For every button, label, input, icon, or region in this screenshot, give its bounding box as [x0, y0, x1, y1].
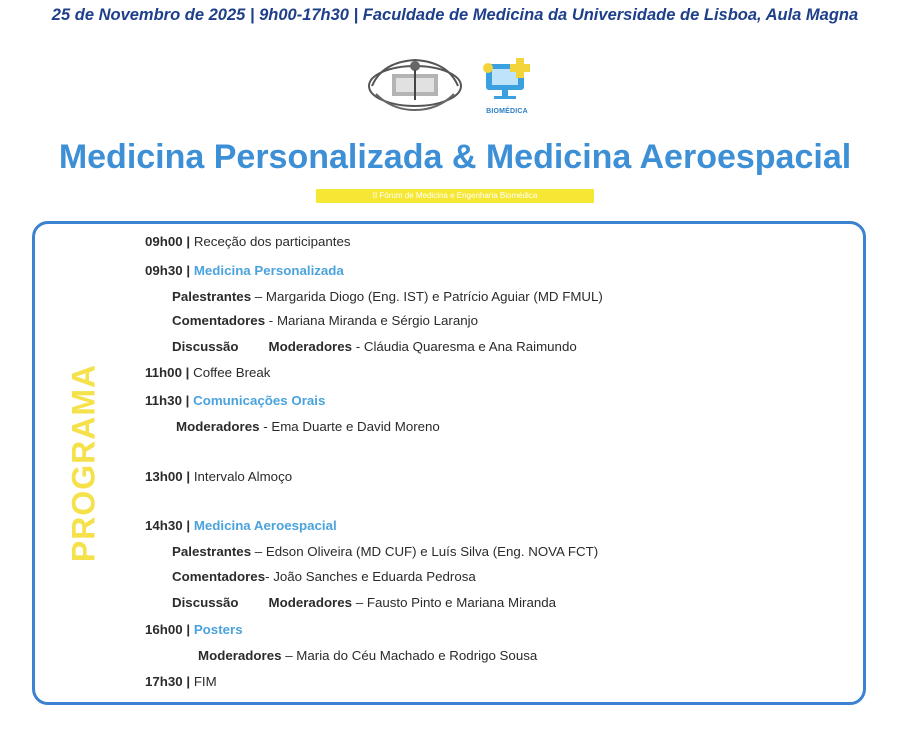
schedule-time: 11h30 [145, 393, 182, 408]
detail-text: Edson Oliveira (MD CUF) e Luís Silva (Eng. NOVA FCT) [265, 544, 599, 559]
schedule-time: 13h00 [145, 469, 183, 484]
role-label: Moderadores [268, 595, 353, 610]
schedule-item: 11h30 | Comunicações Orais [145, 393, 326, 408]
logos-row [0, 52, 910, 122]
schedule-detail: Comentadores - Mariana Miranda e Sérgio Laranjo [172, 313, 478, 328]
role-label: Moderadores [176, 419, 260, 434]
role-label: Palestrantes [172, 544, 252, 559]
schedule-item: 16h00 | Posters [145, 622, 243, 637]
session-title: Comunicações Orais [193, 393, 326, 408]
role-label: Moderadores [268, 339, 353, 354]
detail-text: Fausto Pinto e Mariana Miranda [366, 595, 557, 610]
schedule-text: Coffee Break [193, 365, 271, 380]
role-label: Comentadores [172, 313, 266, 328]
role-label: Discussão [172, 339, 239, 354]
program-label-text: PROGRAMA [65, 363, 102, 562]
schedule-time: 09h30 [145, 263, 183, 278]
detail-text: João Sanches e Eduarda Pedrosa [273, 569, 476, 584]
schedule-detail: Moderadores - Ema Duarte e David Moreno [176, 419, 440, 434]
page-title: Medicina Personalizada & Medicina Aeroespacial [58, 138, 852, 176]
role-label: Palestrantes [172, 289, 252, 304]
schedule-detail: Palestrantes – Margarida Diogo (Eng. IST) e Patrício Aguiar (MD FMUL) [172, 289, 603, 304]
biomedica-label: BIOMÉDICA [486, 108, 528, 115]
schedule-item: 09h00 | Receção dos participantes [145, 234, 351, 249]
schedule-item: 14h30 | Medicina Aeroespacial [145, 518, 337, 533]
schedule-time: 11h00 [145, 365, 182, 380]
role-label: Discussão [172, 595, 239, 610]
schedule-detail: Comentadores- João Sanches e Eduarda Pedrosa [172, 569, 476, 584]
schedule-item: 17h30 | FIM [145, 674, 217, 689]
schedule-detail: Discussão Moderadores – Fausto Pinto e Mariana Miranda [172, 595, 557, 610]
session-title: Posters [193, 622, 243, 637]
schedule-item: 13h00 | Intervalo Almoço [145, 469, 293, 484]
role-label: Moderadores [198, 648, 282, 663]
schedule-time: 17h30 [145, 674, 183, 689]
faculty-emblem-logo [362, 56, 468, 112]
detail-text: Mariana Miranda e Sérgio Laranjo [276, 313, 478, 328]
event-subtitle: II Fórum de Medicina e Engenharia Biomédica [316, 189, 594, 203]
schedule-time: 14h30 [145, 518, 183, 533]
schedule-text: Receção dos participantes [193, 234, 351, 249]
detail-text: Ema Duarte e David Moreno [271, 419, 440, 434]
detail-text: Margarida Diogo (Eng. IST) e Patrício Aguiar (MD FMUL) [265, 289, 603, 304]
schedule-detail: Palestrantes – Edson Oliveira (MD CUF) e Luís Silva (Eng. NOVA FCT) [172, 544, 599, 559]
program-side-label [64, 363, 104, 562]
session-title: Medicina Aeroespacial [193, 518, 337, 533]
role-label: Comentadores [172, 569, 266, 584]
detail-text: Maria do Céu Machado e Rodrigo Sousa [296, 648, 538, 663]
schedule-text: FIM [193, 674, 217, 689]
detail-text: Cláudia Quaresma e Ana Raimundo [363, 339, 577, 354]
schedule-time: 09h00 [145, 234, 183, 249]
event-date-venue: 25 de Novembro de 2025 | 9h00-17h30 | Faculdade de Medicina da Universidade de Lisboa, Aula Magna [51, 6, 859, 24]
schedule-detail: Discussão Moderadores - Cláudia Quaresma e Ana Raimundo [172, 339, 577, 354]
schedule-item: 11h00 | Coffee Break [145, 365, 271, 380]
schedule-text: Intervalo Almoço [193, 469, 293, 484]
schedule-item: 09h30 | Medicina Personalizada [145, 263, 344, 278]
schedule-time: 16h00 [145, 622, 183, 637]
schedule-detail: Moderadores – Maria do Céu Machado e Rodrigo Sousa [198, 648, 538, 663]
session-title: Medicina Personalizada [193, 263, 344, 278]
